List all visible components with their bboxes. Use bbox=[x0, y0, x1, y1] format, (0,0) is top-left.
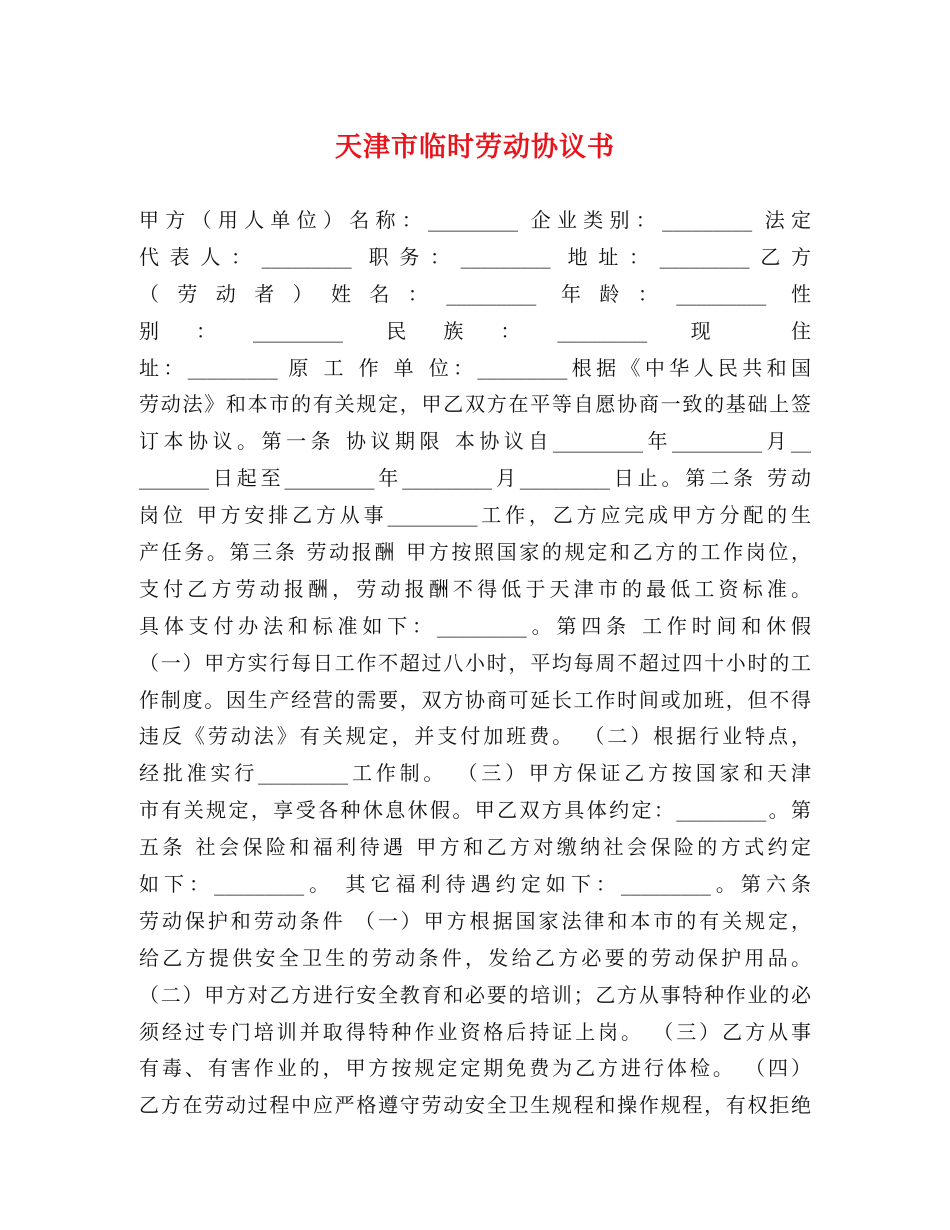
body-line: 支付乙方劳动报酬，劳动报酬不得低于天津市的最低工资标准。 bbox=[139, 576, 811, 601]
body-line: 如下：_________。 其它福利待遇约定如下：_________。第六条 bbox=[139, 872, 811, 897]
document-body bbox=[139, 202, 811, 1124]
body-line: 有毒、有害作业的，甲方按规定定期免费为乙方进行体检。 （四） bbox=[139, 1056, 811, 1081]
body-line: 产任务。第三条 劳动报酬 甲方按照国家的规定和乙方的工作岗位， bbox=[139, 540, 811, 565]
body-line: 市有关规定，享受各种休息休假。甲乙双方具体约定：_________。第 bbox=[139, 798, 811, 823]
body-line: 订本协议。第一条 协议期限 本协议自_________年_________月__ bbox=[139, 429, 811, 454]
body-line: 代表人：_________ 职务：_________ 地址：_________乙方 bbox=[139, 244, 811, 269]
body-line: 须经过专门培训并取得特种作业资格后持证上岗。 （三）乙方从事 bbox=[139, 1019, 811, 1044]
body-line: 甲方（用人单位）名称：_________ 企业类别：_________ 法定 bbox=[139, 208, 811, 232]
body-line: 经批准实行_________工作制。 （三）甲方保证乙方按国家和天津 bbox=[139, 761, 811, 786]
body-line: 五条 社会保险和福利待遇 甲方和乙方对缴纳社会保险的方式约定 bbox=[139, 835, 811, 860]
body-line: 址：_________ 原 工 作 单 位：_________根据《中华人民共和国 bbox=[139, 355, 811, 380]
body-line: 给乙方提供安全卫生的劳动条件，发给乙方必要的劳动保护用品。 bbox=[139, 945, 811, 970]
body-line: 别：_________ 民族：_________ 现 住 bbox=[139, 318, 811, 343]
document-title: 天津市临时劳动协议书 bbox=[335, 132, 615, 163]
body-line: 具体支付办法和标准如下：_________。第四条 工作时间和休假 bbox=[139, 613, 811, 638]
body-line: 岗位 甲方安排乙方从事_________工作，乙方应完成甲方分配的生 bbox=[139, 503, 811, 528]
body-line: （二）甲方对乙方进行安全教育和必要的培训；乙方从事特种作业的必 bbox=[139, 982, 811, 1007]
body-line: 乙方在劳动过程中应严格遵守劳动安全卫生规程和操作规程，有权拒绝 bbox=[139, 1093, 811, 1118]
body-line: 作制度。因生产经营的需要，双方协商可延长工作时间或加班，但不得 bbox=[139, 687, 811, 712]
body-line: 违反《劳动法》有关规定，并支付加班费。 （二）根据行业特点， bbox=[139, 724, 811, 749]
body-line: 劳动法》和本市的有关规定，甲乙双方在平等自愿协商一致的基础上签 bbox=[139, 392, 811, 417]
body-line: （劳动者）姓名：_________ 年龄：_________ 性 bbox=[139, 281, 811, 306]
body-line: _______日起至_________年_________月_________日止。第二条 劳动 bbox=[139, 466, 811, 491]
body-line: 劳动保护和劳动条件 （一）甲方根据国家法律和本市的有关规定， bbox=[139, 908, 811, 933]
body-line: （一）甲方实行每日工作不超过八小时，平均每周不超过四十小时的工 bbox=[139, 650, 811, 675]
